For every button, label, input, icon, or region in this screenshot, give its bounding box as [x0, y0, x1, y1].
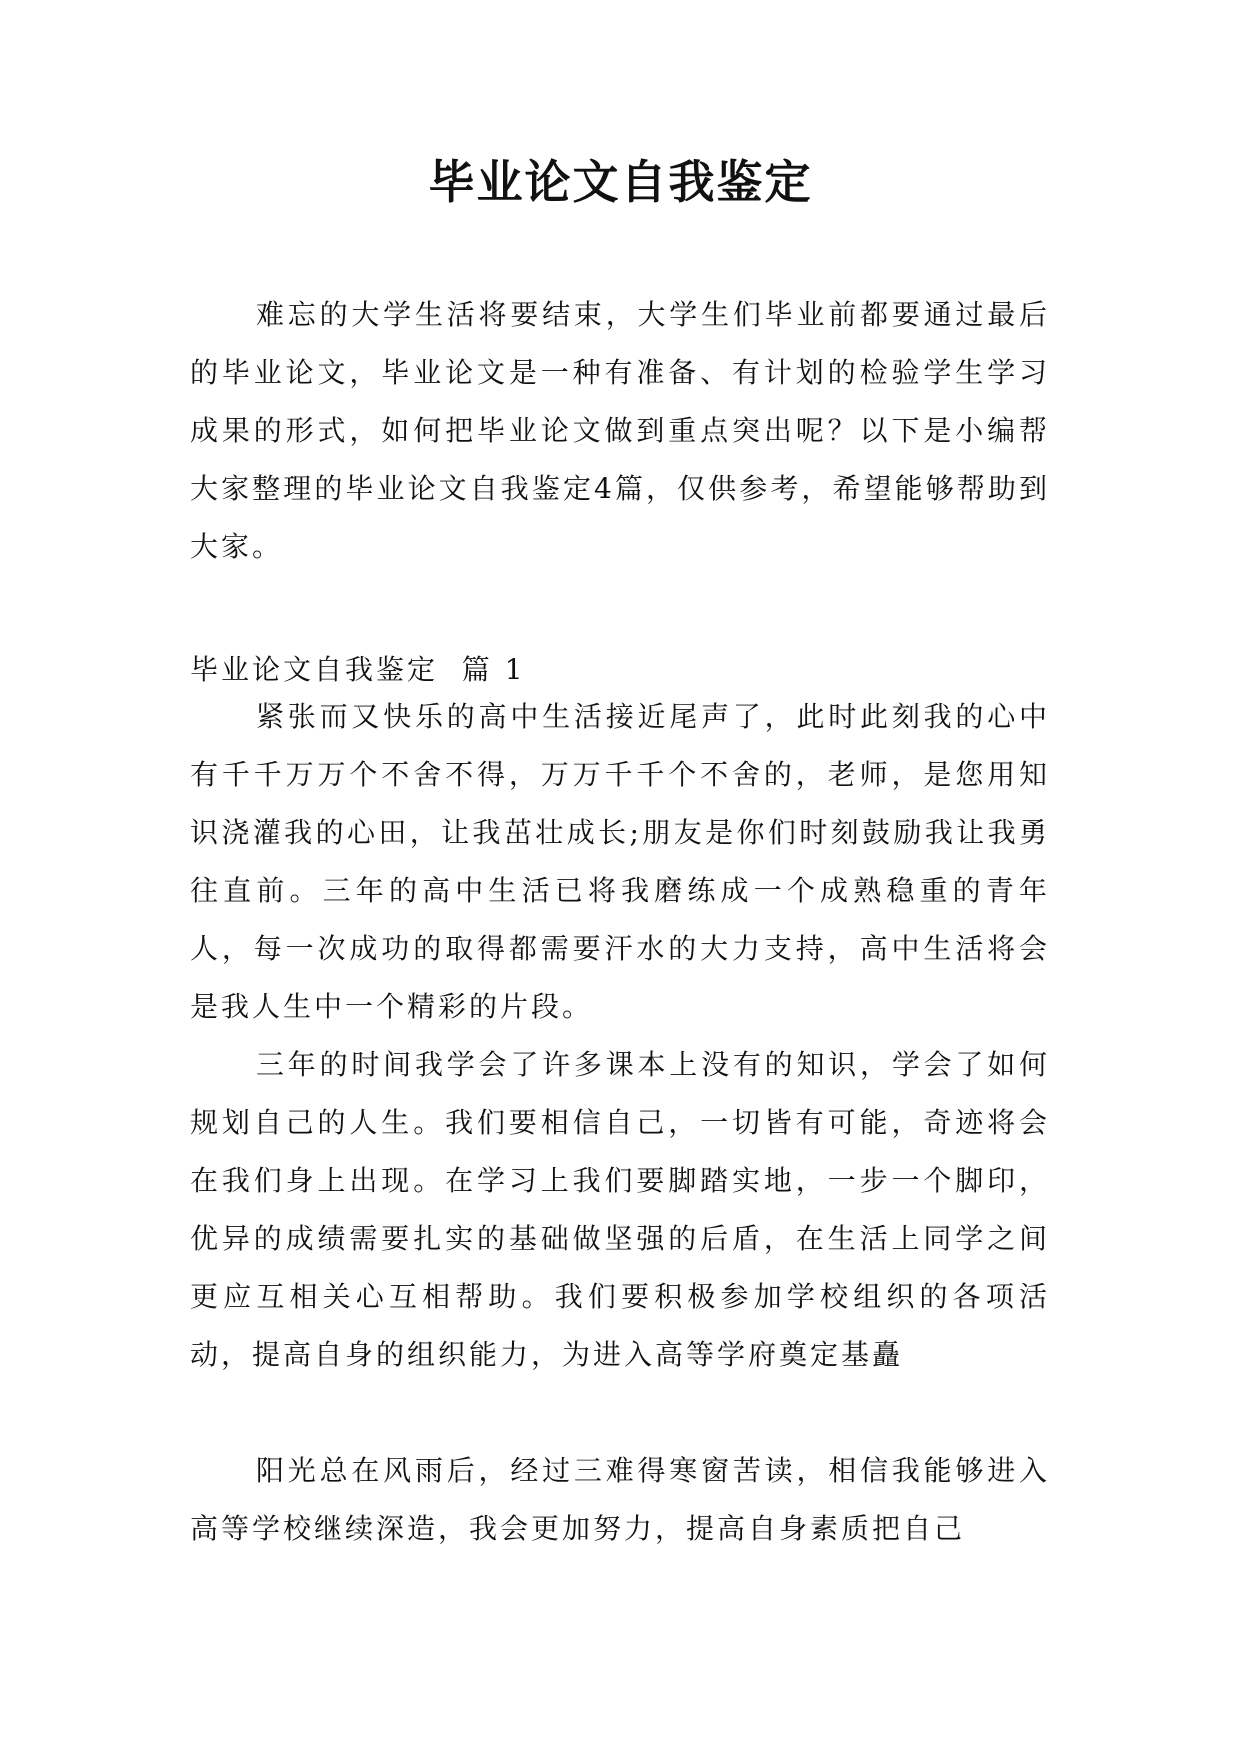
- body-paragraph-3: 阳光总在风雨后，经过三难得寒窗苦读，相信我能够进入高等学校继续深造，我会更加努力，提高自身素质把自己: [190, 1454, 1050, 1545]
- document-title: 毕业论文自我鉴定: [428, 155, 813, 209]
- body-paragraph-1: 紧张而又快乐的高中生活接近尾声了，此时此刻我的心中有千千万万个不舍不得，万万千千个不舍的，老师，是您用知识浇灌我的心田，让我茁壮成长;朋友是你们时刻鼓励我让我勇往直前。三年的高中生活已将我磨练成一个成熟稳重的青年人，每一次成功的取得都需要汗水的大力支持，高中生活将会是我人生中一个精彩的片段。: [190, 700, 1050, 1023]
- body-paragraph-2: 三年的时间我学会了许多课本上没有的知识，学会了如何规划自己的人生。我们要相信自己，一切皆有可能，奇迹将会在我们身上出现。在学习上我们要脚踏实地，一步一个脚印，优异的成绩需要扎实的基础做坚强的后盾，在生活上同学之间更应互相关心互相帮助。我们要积极参加学校组织的各项活动，提高自身的组织能力，为进入高等学府奠定基矗: [190, 1048, 1050, 1371]
- intro-paragraph: 难忘的大学生活将要结束，大学生们毕业前都要通过最后的毕业论文，毕业论文是一种有准备、有计划的检验学生学习成果的形式，如何把毕业论文做到重点突出呢？以下是小编帮大家整理的毕业论文自我鉴定4篇，仅供参考，希望能够帮助到大家。: [190, 298, 1050, 563]
- section-heading: 毕业论文自我鉴定 篇 1: [190, 653, 526, 686]
